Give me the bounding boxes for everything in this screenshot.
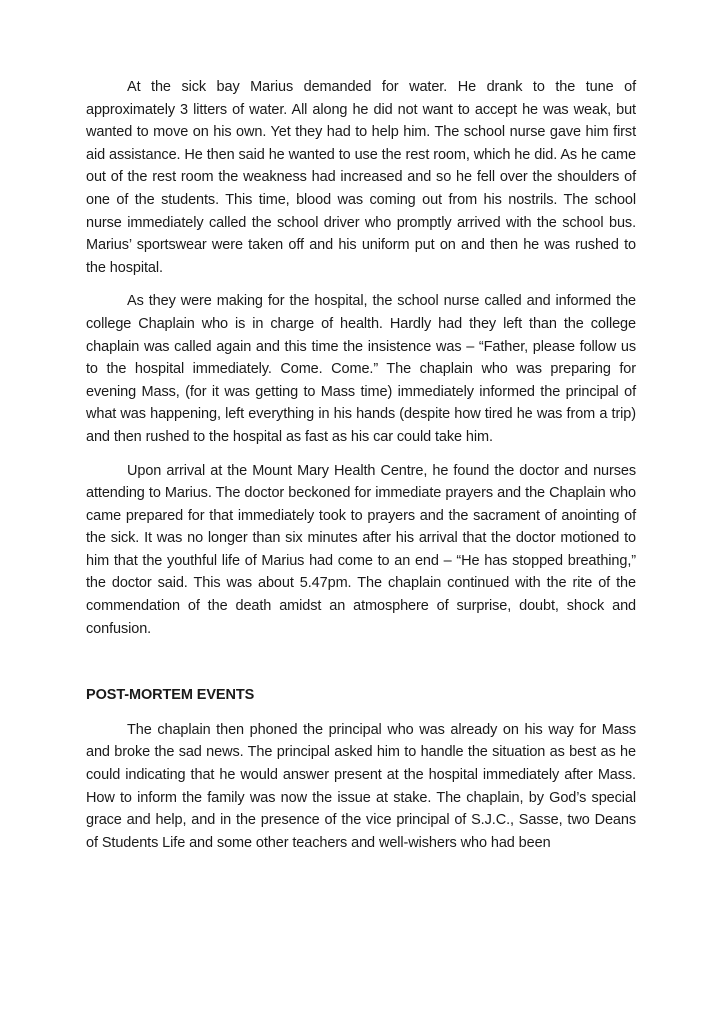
section-heading: POST-MORTEM EVENTS bbox=[86, 687, 255, 704]
paragraph-making-for-hospital: As they were making for the hospital, the school nurse called and informed the college Chaplain who is in charge of health. Hardly had they left than the college chaplain was called again and this time the insistence was – “Father, please follow us to the hospital immediately. Come. Come.” The chaplain who was preparing for evening Mass, (for it was getting to Mass time) immediately informed the principal of what was happening, left everything in his hands (despite how tired he was from a trip) and then rushed to the hospital as fast as his car could take him. bbox=[86, 293, 636, 445]
section-spacer bbox=[86, 640, 636, 684]
heading-spacer bbox=[86, 707, 636, 719]
paragraph-spacer bbox=[86, 449, 636, 460]
paragraph-spacer bbox=[86, 279, 636, 290]
paragraph-arrival-health-centre: Upon arrival at the Mount Mary Health Centre, he found the doctor and nurses attending to Marius. The doctor beckoned for immediate prayers and the Chaplain who came prepared for that immediately took to prayers and the sacrament of anointing of the sick. It was no longer than six minutes after his arrival that the doctor motioned to him that the youthful life of Marius had come to an end – “He has stopped breathing,” the doctor said. This was about 5.47pm. The chaplain continued with the rite of the commendation of the death amidst an atmosphere of surprise, doubt, shock and confusion. bbox=[86, 462, 636, 637]
paragraph-post-mortem: The chaplain then phoned the principal who was already on his way for Mass and broke the sad news. The principal asked him to handle the situation as best as he could indicating that he would answer present at the hospital immediately after Mass. How to inform the family was now the issue at stake. The chaplain, by God’s special grace and help, and in the presence of the vice principal of S.J.C., Sasse, two Deans of Students Life and some other teachers and well-wishers who had been bbox=[86, 721, 636, 851]
document-page bbox=[86, 76, 636, 854]
paragraph-sick-bay: At the sick bay Marius demanded for water. He drank to the tune of approximately 3 litters of water. All along he did not want to accept he was weak, but wanted to move on his own. Yet they had to help him. The school nurse gave him first aid assistance. He then said he wanted to use the rest room, which he did. As he came out of the rest room the weakness had increased and so he fell over the shoulders of one of the students. This time, blood was coming out from his nostrils. The school nurse immediately called the school driver who promptly arrived with the school bus. Marius’ sportswear were taken off and his uniform put on and then he was rushed to the hospital. bbox=[86, 79, 636, 276]
